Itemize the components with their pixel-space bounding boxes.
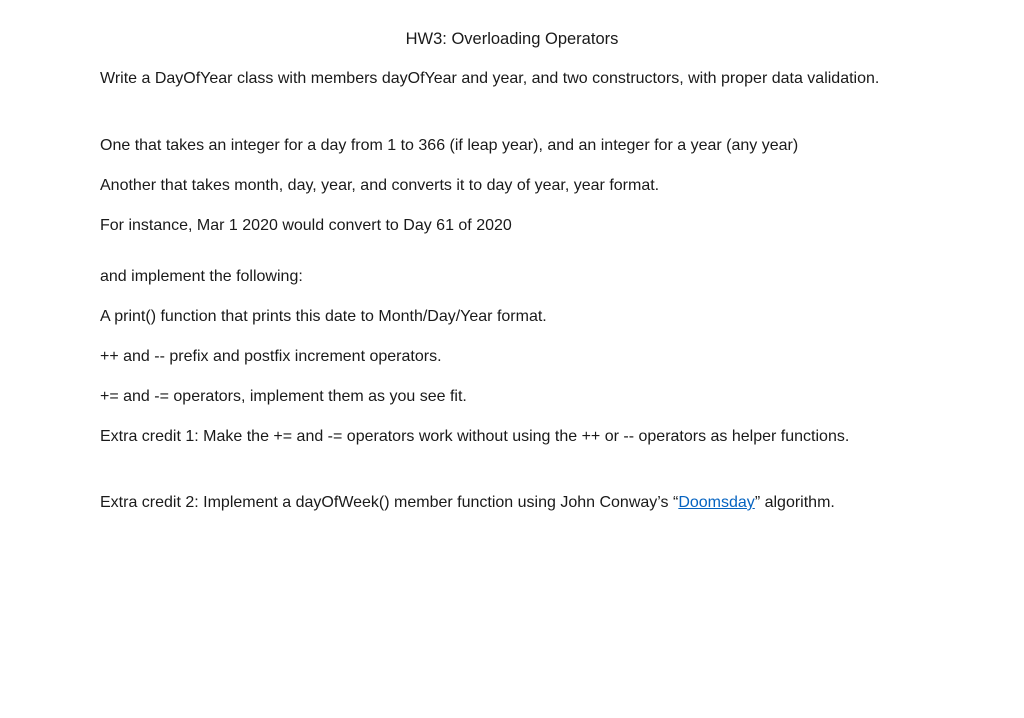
- paragraph-print-function: A print() function that prints this date to Month/Day/Year format.: [100, 308, 547, 325]
- paragraph-implement-intro: and implement the following:: [100, 268, 303, 285]
- paragraph-constructor-one: One that takes an integer for a day from 1 to 366 (if leap year), and an integer for a year (any year): [100, 137, 799, 154]
- paragraph-example: For instance, Mar 1 2020 would convert to Day 61 of 2020: [100, 217, 512, 234]
- extra-credit-2-text-after: ” algorithm.: [754, 494, 835, 511]
- paragraph-class-description: Write a DayOfYear class with members dayOfYear and year, and two constructors, with proper data validation.: [100, 70, 880, 87]
- paragraph-extra-credit-1: Extra credit 1: Make the += and -= operators work without using the ++ or -- operators as helper functions.: [100, 428, 850, 445]
- extra-credit-2-text-before: Extra credit 2: Implement a dayOfWeek() member function using John Conway’s “: [100, 494, 679, 511]
- document-title: HW3: Overloading Operators: [405, 30, 619, 48]
- paragraph-increment-operators: ++ and -- prefix and postfix increment operators.: [100, 348, 442, 365]
- paragraph-constructor-two: Another that takes month, day, year, and converts it to day of year, year format.: [100, 177, 660, 194]
- paragraph-compound-operators: += and -= operators, implement them as you see fit.: [100, 388, 467, 405]
- doomsday-link[interactable]: Doomsday: [678, 494, 755, 511]
- paragraph-extra-credit-2: [100, 490, 940, 516]
